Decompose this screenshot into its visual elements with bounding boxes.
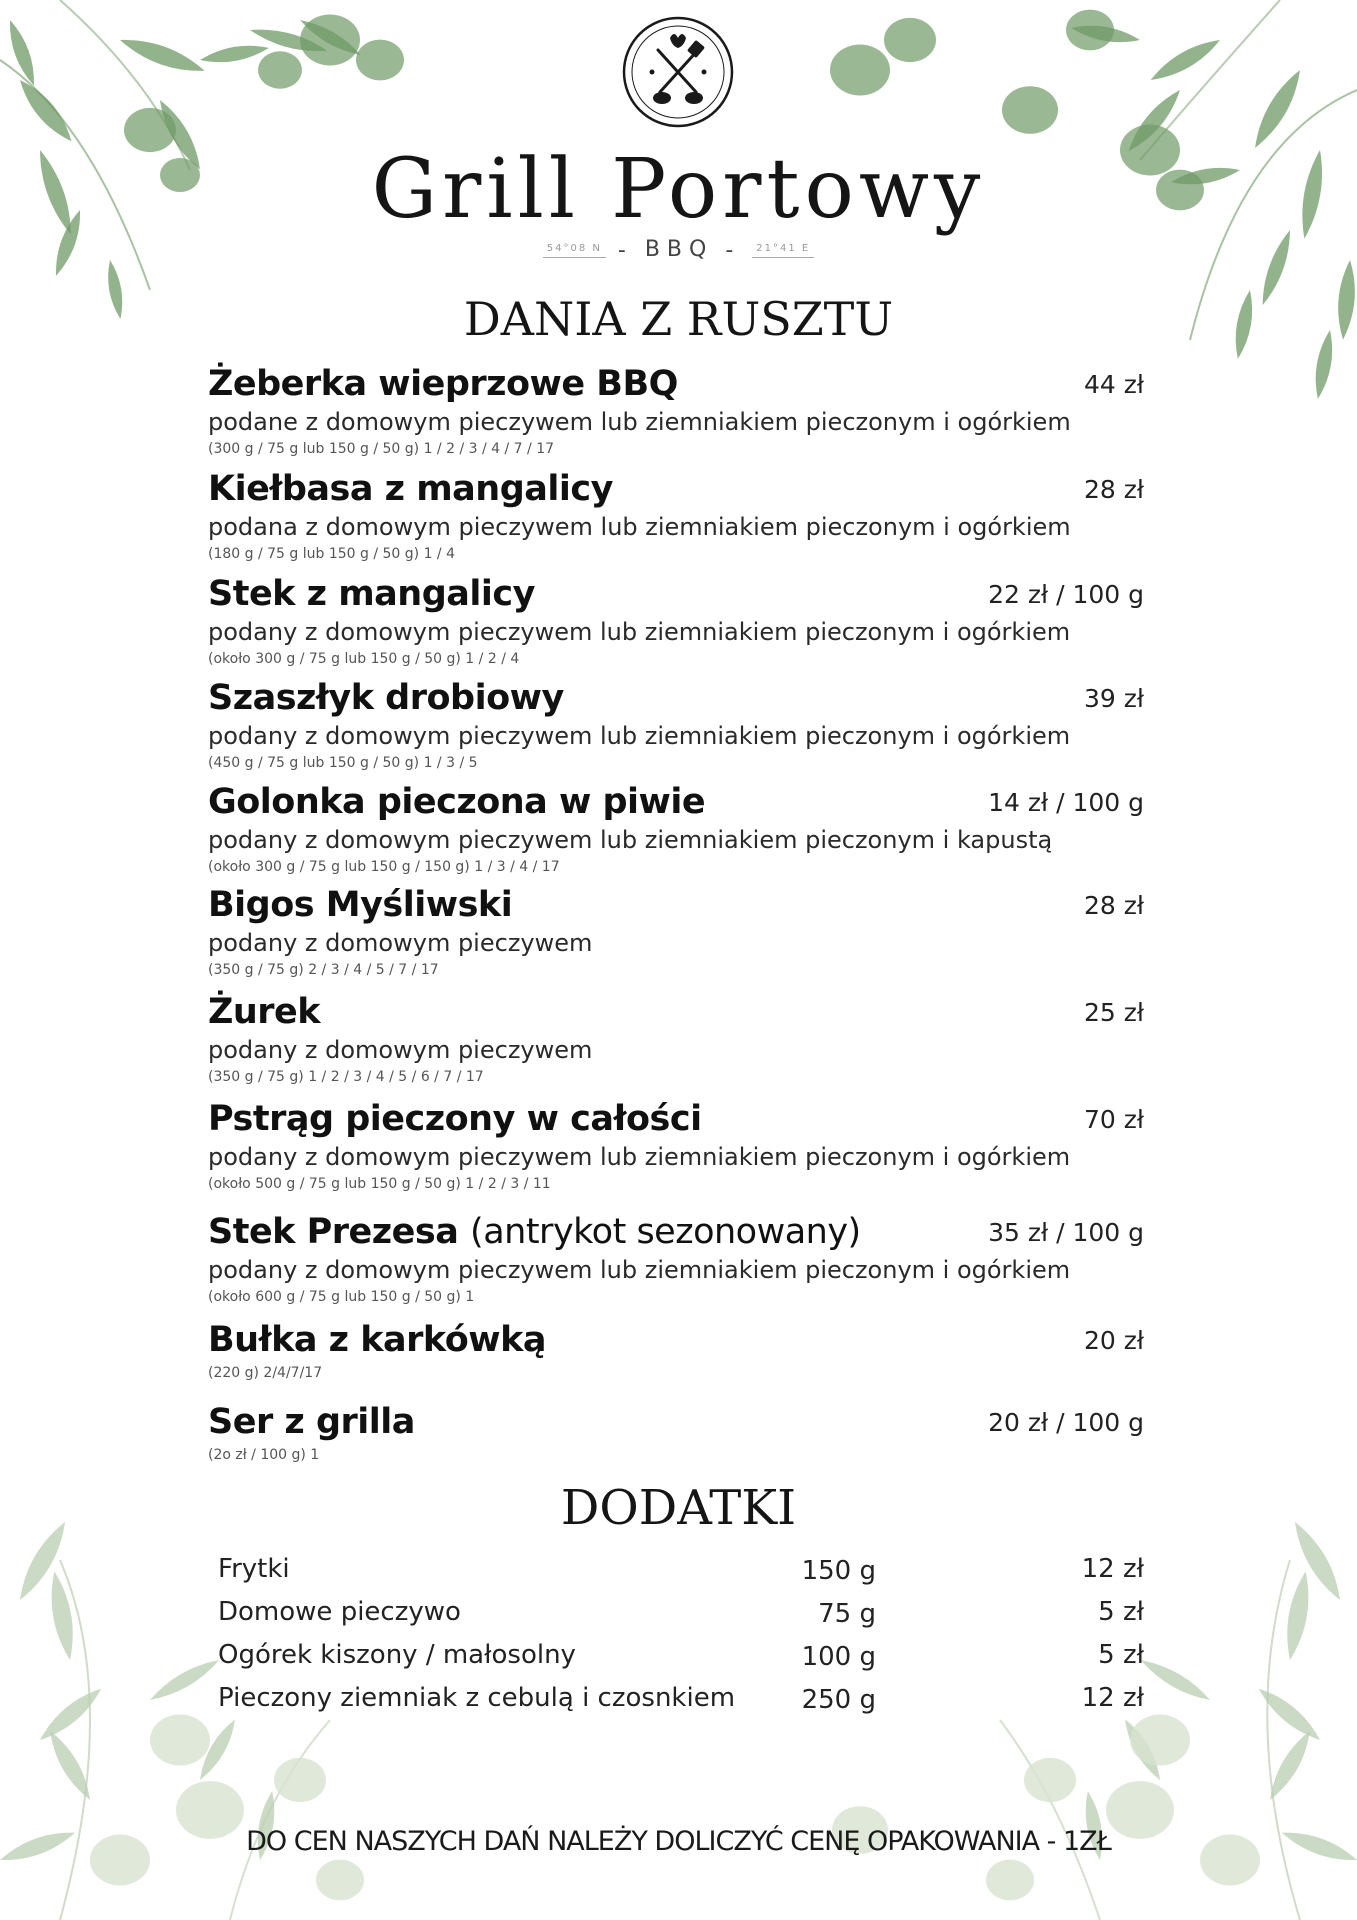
- extras-row: [218, 1550, 1144, 1593]
- round-leaf-shape: [150, 1715, 210, 1766]
- round-leaf-shape: [986, 1860, 1034, 1901]
- round-leaf-shape: [258, 51, 302, 88]
- extras-name: Frytki: [218, 1554, 290, 1584]
- menu-item-price: 28 zł: [1084, 891, 1144, 920]
- menu-item-name: Pstrąg pieczony w całości: [208, 1099, 702, 1139]
- menu-item-note: (około 300 g / 75 g lub 150 g / 150 g) 1 / 3 / 4 / 17: [208, 859, 560, 875]
- menu-item-description: podany z domowym pieczywem: [208, 1036, 593, 1064]
- menu-item: [208, 1400, 1144, 1465]
- round-leaf-shape: [274, 1758, 326, 1802]
- menu-item-note: (180 g / 75 g lub 150 g / 50 g) 1 / 4: [208, 546, 456, 562]
- menu-item-note: (około 600 g / 75 g lub 150 g / 50 g) 1: [208, 1289, 475, 1305]
- leaf-shape: [13, 74, 78, 147]
- extras-price: 12 zł: [1081, 1683, 1144, 1713]
- menu-item-description: podana z domowym pieczywem lub ziemniakiem pieczonym i ogórkiem: [208, 513, 1071, 541]
- menu-item-price: 44 zł: [1084, 370, 1144, 399]
- menu-item-name: Bułka z karkówką: [208, 1320, 546, 1360]
- round-leaf-shape: [830, 45, 890, 96]
- menu-item: [208, 572, 1144, 669]
- brand-title: Grill Portowy: [371, 142, 986, 237]
- menu-item-price: 70 zł: [1084, 1105, 1144, 1134]
- round-leaf-shape: [356, 40, 404, 81]
- menu-item-name: Szaszłyk drobiowy: [208, 678, 564, 718]
- leaf-shape: [1281, 1570, 1314, 1662]
- separator-right: -: [725, 237, 741, 263]
- menu-item-note: (300 g / 75 g lub 150 g / 50 g) 1 / 2 / 3 / 4 / 7 / 17: [208, 441, 555, 457]
- menu-item-note: (2o zł / 100 g) 1: [208, 1447, 320, 1463]
- extras-name: Ogórek kiszony / małosolny: [218, 1640, 576, 1670]
- menu-item: [208, 362, 1144, 459]
- leaf-shape: [46, 1570, 79, 1662]
- separator-left: -: [617, 237, 633, 263]
- leaf-shape: [147, 1654, 223, 1706]
- extras-row: [218, 1636, 1144, 1679]
- menu-item-name-extra: (antrykot sezonowany): [470, 1212, 861, 1252]
- menu-item-price: 20 zł / 100 g: [988, 1408, 1144, 1437]
- menu-item: [208, 1210, 1144, 1307]
- round-leaf-shape: [1002, 86, 1058, 134]
- round-leaf-shape: [300, 15, 360, 66]
- section-title-grill: DANIA Z RUSZTU: [463, 292, 894, 346]
- extras-price: 5 zł: [1098, 1597, 1144, 1627]
- menu-item-note: (450 g / 75 g lub 150 g / 50 g) 1 / 3 / 5: [208, 755, 478, 771]
- menu-item: [208, 1318, 1144, 1383]
- round-leaf-shape: [1130, 1715, 1190, 1766]
- leaf-shape: [1263, 1727, 1317, 1804]
- menu-item-price: 22 zł / 100 g: [988, 580, 1144, 609]
- menu-item-name: Żeberka wieprzowe BBQ: [208, 364, 678, 404]
- brand-subtitle: BBQ: [644, 237, 714, 262]
- menu-item-note: (220 g) 2/4/7/17: [208, 1365, 323, 1381]
- section-title-extras: DODATKI: [560, 1480, 797, 1536]
- menu-item: [208, 990, 1144, 1087]
- extras-weight: 250 g: [801, 1685, 876, 1715]
- menu-item-note: (350 g / 75 g) 2 / 3 / 4 / 5 / 7 / 17: [208, 962, 439, 978]
- round-leaf-shape: [884, 18, 936, 62]
- extras-price: 12 zł: [1081, 1554, 1144, 1584]
- leaf-shape: [199, 41, 270, 67]
- menu-item-description: podany z domowym pieczywem lub ziemniakiem pieczonym i ogórkiem: [208, 1256, 1071, 1284]
- menu-item-price: 35 zł / 100 g: [988, 1218, 1144, 1247]
- menu-item-price: 28 zł: [1084, 475, 1144, 504]
- brand-subtitle-row: [0, 237, 1357, 263]
- menu-item-note: (około 500 g / 75 g lub 150 g / 50 g) 1 / 2 / 3 / 11: [208, 1176, 551, 1192]
- menu-item-description: podany z domowym pieczywem lub ziemniakiem pieczonym i ogórkiem: [208, 722, 1071, 750]
- menu-item-name: Stek z mangalicy: [208, 574, 535, 614]
- extras-weight: 150 g: [801, 1556, 876, 1586]
- extras-list: [218, 1550, 1144, 1722]
- round-leaf-shape: [1024, 1758, 1076, 1802]
- menu-item-name: Bigos Myśliwski: [208, 885, 513, 925]
- menu-item-name: Ser z grilla: [208, 1402, 415, 1442]
- menu-item-name: Żurek: [208, 992, 321, 1032]
- packaging-note: DO CEN NASZYCH DAŃ NALEŻY DOLICZYĆ CENĘ OPAKOWANIA - 1ZŁ: [246, 1826, 1111, 1857]
- leaf-shape: [1137, 1654, 1213, 1706]
- menu-item: [208, 467, 1144, 564]
- coord-right: 21°41 E: [752, 243, 814, 258]
- menu-item: [208, 1097, 1144, 1194]
- extras-name: Domowe pieczywo: [218, 1597, 461, 1627]
- leaf-stem: [230, 1720, 330, 1920]
- menu-item: [208, 676, 1144, 773]
- menu-item-description: podany z domowym pieczywem lub ziemniakiem pieczonym i ogórkiem: [208, 1143, 1071, 1171]
- menu-item-description: podane z domowym pieczywem lub ziemniakiem pieczonym i ogórkiem: [208, 408, 1071, 436]
- menu-item-price: 39 zł: [1084, 684, 1144, 713]
- menu-item-description: podany z domowym pieczywem lub ziemniakiem pieczonym i ogórkiem: [208, 618, 1071, 646]
- menu-item-description: podany z domowym pieczywem: [208, 929, 593, 957]
- menu-item-note: (350 g / 75 g) 1 / 2 / 3 / 4 / 5 / 6 / 7 / 17: [208, 1069, 484, 1085]
- leaf-shape: [1147, 33, 1224, 87]
- leaf-shape: [1247, 66, 1308, 153]
- menu-item-description: podany z domowym pieczywem lub ziemniakiem pieczonym i kapustą: [208, 826, 1053, 854]
- menu-item-name: Golonka pieczona w piwie: [208, 782, 706, 822]
- extras-name: Pieczony ziemniak z cebulą i czosnkiem: [218, 1683, 736, 1713]
- grill-logo-icon: [622, 16, 734, 128]
- menu-item-price: 20 zł: [1084, 1326, 1144, 1355]
- round-leaf-shape: [316, 1860, 364, 1901]
- extras-row: [218, 1593, 1144, 1636]
- leaf-shape: [1254, 1682, 1326, 1746]
- coord-left: 54°08 N: [543, 243, 606, 258]
- extras-price: 5 zł: [1098, 1640, 1144, 1670]
- extras-weight: 100 g: [801, 1642, 876, 1672]
- menu-item-price: 25 zł: [1084, 998, 1144, 1027]
- extras-row: [218, 1679, 1144, 1722]
- menu-item-price: 14 zł / 100 g: [988, 788, 1144, 817]
- menu-item-note: (około 300 g / 75 g lub 150 g / 50 g) 1 / 2 / 4: [208, 651, 520, 667]
- extras-weight: 75 g: [818, 1599, 876, 1629]
- leaf-shape: [35, 1682, 107, 1746]
- round-leaf-shape: [1066, 10, 1114, 51]
- menu-item: [208, 883, 1144, 980]
- menu-item-name-main: Stek Prezesa: [208, 1212, 459, 1252]
- menu-item: [208, 780, 1144, 877]
- menu-item-name: Kiełbasa z mangalicy: [208, 469, 613, 509]
